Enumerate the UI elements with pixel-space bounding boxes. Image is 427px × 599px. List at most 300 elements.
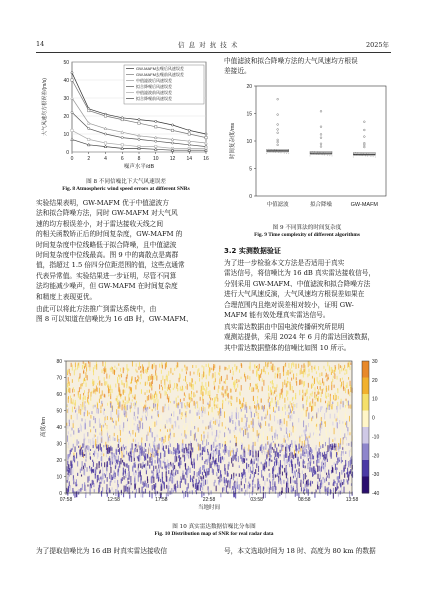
heatmap-cell (286, 421, 287, 427)
heatmap-cell (343, 381, 344, 385)
heatmap-cell (285, 467, 286, 473)
heatmap-cell (329, 367, 330, 372)
heatmap-cell (119, 375, 120, 379)
heatmap-cell (140, 470, 141, 473)
heatmap-cell (245, 429, 246, 435)
left-paragraph-1 (36, 198, 214, 302)
heatmap-cell (118, 375, 119, 377)
heatmap-cell (261, 406, 262, 410)
heatmap-cell (182, 470, 183, 475)
heatmap-cell (317, 458, 318, 464)
heatmap-cell (90, 449, 91, 451)
heatmap-cell (332, 422, 333, 426)
heatmap-cell (159, 384, 160, 389)
heatmap-cell (85, 465, 86, 468)
heatmap-cell (132, 399, 133, 401)
heatmap-cell (167, 459, 168, 464)
y-tick-label: 0 (66, 150, 69, 156)
heatmap-cell (299, 380, 300, 386)
heatmap-cell (154, 363, 155, 368)
heatmap-cell (339, 420, 340, 424)
heatmap-cell (249, 406, 250, 409)
heatmap-cell (120, 396, 121, 399)
heatmap-cell (74, 394, 75, 396)
heatmap-cell (339, 370, 340, 374)
heatmap-cell (319, 434, 320, 436)
heatmap-cell (295, 464, 296, 469)
heatmap-cell (110, 403, 111, 408)
heatmap-cell (136, 380, 137, 383)
heatmap-cell (240, 455, 241, 459)
heatmap-cell (330, 396, 331, 401)
heatmap-cell (330, 444, 331, 447)
heatmap-cell (90, 415, 91, 419)
heatmap-cell (148, 367, 149, 370)
heatmap-cell (312, 472, 313, 476)
heatmap-cell (347, 365, 348, 368)
heatmap-cell (286, 453, 287, 458)
heatmap-cell (183, 416, 184, 419)
heatmap-cell (114, 433, 115, 436)
heatmap-cell (90, 457, 91, 460)
heatmap-cell (268, 362, 269, 364)
heatmap-cell (232, 486, 233, 490)
heatmap-cell (194, 408, 195, 414)
heatmap-cell (112, 423, 113, 427)
heatmap-cell (257, 396, 258, 399)
heatmap-cell (146, 369, 147, 374)
heatmap-cell (326, 473, 327, 475)
heatmap-cell (137, 416, 138, 418)
heatmap-cell (71, 398, 72, 404)
heatmap-cell (327, 452, 328, 454)
heatmap-cell (67, 404, 68, 406)
heatmap-cell (228, 450, 229, 457)
heatmap-cell (204, 388, 205, 390)
heatmap-cell (244, 426, 245, 429)
heatmap-cell (348, 474, 349, 480)
heatmap-cell (72, 402, 73, 404)
heatmap-cell (84, 449, 85, 454)
heatmap-cell (103, 420, 104, 424)
heatmap-cell (173, 452, 174, 455)
heatmap-cell (81, 467, 82, 471)
heatmap-cell (310, 458, 311, 463)
heatmap-cell (161, 370, 162, 374)
heatmap-cell (301, 446, 302, 448)
heatmap-cell (204, 408, 205, 413)
heatmap-cell (141, 475, 142, 480)
heatmap-cell (253, 456, 254, 462)
heatmap-cell (292, 370, 293, 372)
heatmap-cell (237, 402, 238, 405)
heatmap-cell (141, 402, 142, 406)
heatmap-cell (202, 427, 203, 429)
heatmap-cell (147, 461, 148, 466)
heatmap-cell (129, 431, 130, 434)
heatmap-cell (98, 376, 99, 380)
heatmap-cell (108, 458, 109, 461)
heatmap-cell (245, 404, 246, 409)
heatmap-cell (231, 403, 232, 406)
heatmap-cell (310, 453, 311, 458)
data-point (71, 72, 73, 74)
heatmap-cell (82, 406, 83, 410)
heatmap-cell (104, 462, 105, 467)
heatmap-cell (287, 478, 288, 484)
y-tick-label: 30 (63, 96, 69, 102)
heatmap-cell (175, 456, 176, 462)
heatmap-cell (304, 444, 305, 450)
heatmap-cell (228, 480, 229, 482)
heatmap-cell (114, 457, 115, 463)
heatmap-cell (199, 482, 200, 488)
heatmap-cell (254, 364, 255, 368)
heatmap-cell (173, 411, 174, 416)
heatmap-cell (190, 371, 191, 375)
heatmap-cell (173, 468, 174, 470)
heatmap-cell (102, 436, 103, 443)
heatmap-cell (289, 430, 290, 432)
heatmap-cell (203, 475, 204, 479)
heatmap-cell (153, 477, 154, 483)
heatmap-cell (259, 417, 260, 423)
heatmap-cell (245, 490, 246, 492)
heatmap-cell (303, 437, 304, 443)
heatmap-cell (202, 382, 203, 385)
heatmap-cell (165, 391, 166, 396)
heatmap-cell (296, 377, 297, 380)
heatmap-cell (320, 429, 321, 433)
heatmap-cell (272, 381, 273, 385)
heatmap-cell (92, 379, 93, 384)
heatmap-cell (306, 480, 307, 487)
heatmap-cell (269, 489, 270, 493)
heatmap-cell (300, 483, 301, 487)
heatmap-cell (161, 484, 162, 487)
text-line: 值，指超过 1.5 倍四分位距范围的值，这些点通常 (36, 261, 185, 270)
heatmap-cell (269, 402, 270, 407)
heatmap-cell (187, 449, 188, 453)
heatmap-cell (291, 378, 292, 381)
heatmap-cell (218, 480, 219, 485)
heatmap-cell (156, 421, 157, 426)
heatmap-cell (306, 449, 307, 454)
text-line: 代表异常值。实验结果进一步证明，尽管不同算 (36, 271, 177, 280)
heatmap-cell (275, 397, 276, 400)
heatmap-cell (79, 430, 80, 433)
heatmap-cell (337, 483, 338, 490)
heatmap-cell (95, 439, 96, 446)
heatmap-cell (205, 438, 206, 444)
heatmap-cell (209, 462, 210, 468)
journal-title: 信 息 对 抗 技 术 (178, 41, 239, 49)
heatmap-cell (335, 481, 336, 484)
heatmap-cell (304, 452, 305, 455)
heatmap-cell (134, 402, 135, 409)
heatmap-cell (123, 367, 124, 373)
heatmap-cell (121, 413, 122, 416)
outlier-point (320, 110, 322, 112)
heatmap-cell (315, 414, 316, 420)
heatmap-cell (86, 383, 87, 387)
heatmap-cell (241, 385, 242, 390)
heatmap-cell (100, 395, 101, 399)
heatmap-cell (207, 432, 208, 439)
heatmap-cell (333, 376, 334, 378)
heatmap-cell (99, 471, 100, 473)
data-point (71, 138, 74, 141)
heatmap-cell (98, 475, 99, 480)
heatmap-cell (349, 361, 350, 366)
fig8-chart (36, 56, 216, 174)
heatmap-cell (235, 389, 236, 392)
heatmap-cell (327, 475, 328, 478)
heatmap-cell (147, 431, 148, 434)
heatmap-cell (342, 421, 343, 423)
heatmap-cell (306, 445, 307, 448)
heatmap-cell (157, 468, 158, 473)
heatmap-cell (282, 487, 283, 490)
heatmap-cell (293, 374, 294, 380)
heatmap-cell (261, 470, 262, 476)
heatmap-cell (147, 390, 148, 393)
data-point (121, 137, 123, 139)
heatmap-cell (68, 387, 69, 392)
outlier-point (277, 98, 279, 100)
heatmap-cell (286, 428, 287, 432)
x-tick-label: 22:58 (202, 497, 216, 503)
heatmap-cell (272, 479, 273, 486)
heatmap-cell (336, 422, 337, 427)
heatmap-cell (71, 462, 72, 468)
heatmap-cell (179, 459, 180, 465)
heatmap-cell (88, 396, 89, 399)
heatmap-cell (177, 470, 178, 474)
heatmap-cell (286, 372, 287, 376)
heatmap-cell (255, 484, 256, 488)
heatmap-cell (68, 381, 69, 384)
heatmap-cell (249, 484, 250, 487)
heatmap-cell (266, 462, 267, 468)
heatmap-cell (152, 394, 153, 399)
heatmap-cell (67, 435, 68, 441)
heatmap-cell (319, 448, 320, 454)
heatmap-cell (149, 390, 150, 393)
heatmap-cell (295, 454, 296, 458)
heatmap-cell (284, 468, 285, 473)
heatmap-cell (308, 423, 309, 427)
heatmap-cell (247, 448, 248, 451)
heatmap-cell (184, 455, 185, 462)
heatmap-cell (118, 413, 119, 418)
heatmap-cell (68, 377, 69, 381)
heatmap-cell (101, 425, 102, 431)
heatmap-cell (293, 363, 294, 367)
heatmap-cell (223, 487, 224, 491)
heatmap-cell (90, 401, 91, 404)
heatmap-cell (274, 390, 275, 393)
heatmap-cell (327, 362, 328, 366)
heatmap-cell (236, 407, 237, 412)
heatmap-cell (134, 472, 135, 478)
heatmap-cell (272, 369, 273, 372)
fig8-caption-cn: 图 8 不同信噪比下大气风速误差 (86, 179, 166, 185)
heatmap-cell (329, 438, 330, 445)
heatmap-cell (266, 454, 267, 459)
heatmap-cell (103, 425, 104, 428)
heatmap-cell (101, 401, 102, 404)
heatmap-cell (185, 395, 186, 398)
heatmap-cell (120, 368, 121, 372)
heatmap-cell (216, 472, 217, 476)
heatmap-cell (119, 445, 120, 447)
heatmap-cell (121, 440, 122, 445)
heatmap-cell (190, 451, 191, 458)
heatmap-cell (236, 426, 237, 430)
heatmap-cell (293, 404, 294, 410)
heatmap-cell (252, 471, 253, 474)
heatmap-cell (268, 385, 269, 391)
heatmap-cell (242, 458, 243, 464)
heatmap-cell (217, 427, 218, 430)
heatmap-cell (222, 410, 223, 412)
heatmap-cell (180, 374, 181, 378)
heatmap-cell (258, 404, 259, 409)
heatmap-cell (175, 422, 176, 428)
heatmap-cell (241, 435, 242, 441)
heatmap-cell (299, 473, 300, 478)
heatmap-cell (145, 415, 146, 419)
heatmap-cell (67, 466, 68, 471)
heatmap-cell (128, 438, 129, 443)
heatmap-cell (117, 435, 118, 442)
heatmap-cell (143, 451, 144, 457)
heatmap-cell (303, 481, 304, 484)
heatmap-cell (179, 409, 180, 414)
heatmap-cell (258, 451, 259, 458)
y-tick-label: 10 (63, 132, 69, 138)
heatmap-cell (312, 454, 313, 459)
heatmap-cell (123, 402, 124, 406)
heatmap-cell (193, 372, 194, 375)
heatmap-cell (143, 491, 144, 493)
heatmap-cell (343, 487, 344, 493)
heatmap-cell (312, 376, 313, 379)
heatmap-cell (74, 369, 75, 375)
heatmap-cell (175, 444, 176, 447)
heatmap-cell (82, 487, 83, 490)
heatmap-cell (252, 486, 253, 492)
heatmap-cell (303, 459, 304, 463)
heatmap-cell (83, 361, 84, 363)
heatmap-cell (101, 396, 102, 398)
heatmap-cell (169, 441, 170, 443)
heatmap-cell (122, 460, 123, 463)
heatmap-cell (310, 464, 311, 470)
heatmap-cell (236, 481, 237, 488)
heatmap-cell (125, 486, 126, 492)
heatmap-cell (231, 458, 232, 464)
fig10-chart (36, 357, 392, 517)
heatmap-cell (153, 375, 154, 379)
heatmap-cell (302, 390, 303, 393)
heatmap-cell (231, 396, 232, 400)
heatmap-cell (345, 388, 346, 393)
heatmap-cell (227, 414, 228, 421)
heatmap-cell (278, 406, 279, 411)
legend-label: GW-MAFM去噪前风速误差 (136, 72, 184, 77)
heatmap-cell (315, 402, 316, 406)
heatmap-cell (258, 433, 259, 436)
heatmap-cell (275, 411, 276, 413)
heatmap-cell (140, 382, 141, 384)
heatmap-cell (241, 481, 242, 485)
x-tick-label: 拟合降噪 (309, 202, 333, 208)
heatmap-cell (258, 368, 259, 371)
heatmap-cell (336, 452, 337, 457)
heatmap-cell (269, 414, 270, 419)
heatmap-cell (271, 398, 272, 403)
heatmap-cell (175, 451, 176, 457)
heatmap-cell (209, 395, 210, 398)
heatmap-cell (172, 425, 173, 429)
heatmap-cell (163, 461, 164, 463)
heatmap-cell (158, 465, 159, 469)
heatmap-cell (273, 449, 274, 453)
data-point (332, 155, 333, 156)
heatmap-cell (284, 438, 285, 442)
heatmap-cell (322, 444, 323, 448)
heatmap-cell (280, 450, 281, 453)
heatmap-cell (70, 469, 71, 476)
heatmap-cell (178, 450, 179, 454)
heatmap-cell (283, 366, 284, 372)
heatmap-cell (162, 432, 163, 436)
heatmap-cell (151, 470, 152, 473)
heatmap-cell (216, 437, 217, 440)
heatmap-cell (290, 452, 291, 456)
heatmap-cell (321, 421, 322, 425)
heatmap-cell (272, 364, 273, 369)
heatmap-cell (68, 454, 69, 458)
heatmap-cell (172, 373, 173, 375)
heatmap-cell (225, 411, 226, 416)
heatmap-cell (191, 383, 192, 387)
heatmap-cell (252, 451, 253, 456)
heatmap-cell (94, 489, 95, 492)
heatmap-cell (256, 413, 257, 420)
heatmap-cell (324, 413, 325, 419)
heatmap-cell (225, 379, 226, 384)
heatmap-cell (199, 373, 200, 377)
heatmap-cell (156, 474, 157, 479)
heatmap-cell (87, 476, 88, 482)
heatmap-cell (203, 465, 204, 468)
heatmap-cell (347, 422, 348, 427)
data-point (188, 144, 190, 146)
heatmap-cell (84, 422, 85, 427)
heatmap-cell (184, 407, 185, 410)
heatmap-cell (186, 382, 187, 384)
heatmap-cell (263, 380, 264, 386)
heatmap-cell (204, 469, 205, 472)
x-tick-label: 6 (120, 156, 124, 162)
heatmap-cell (315, 447, 316, 449)
heatmap-cell (96, 478, 97, 484)
heatmap-cell (279, 469, 280, 475)
heatmap-cell (325, 401, 326, 403)
